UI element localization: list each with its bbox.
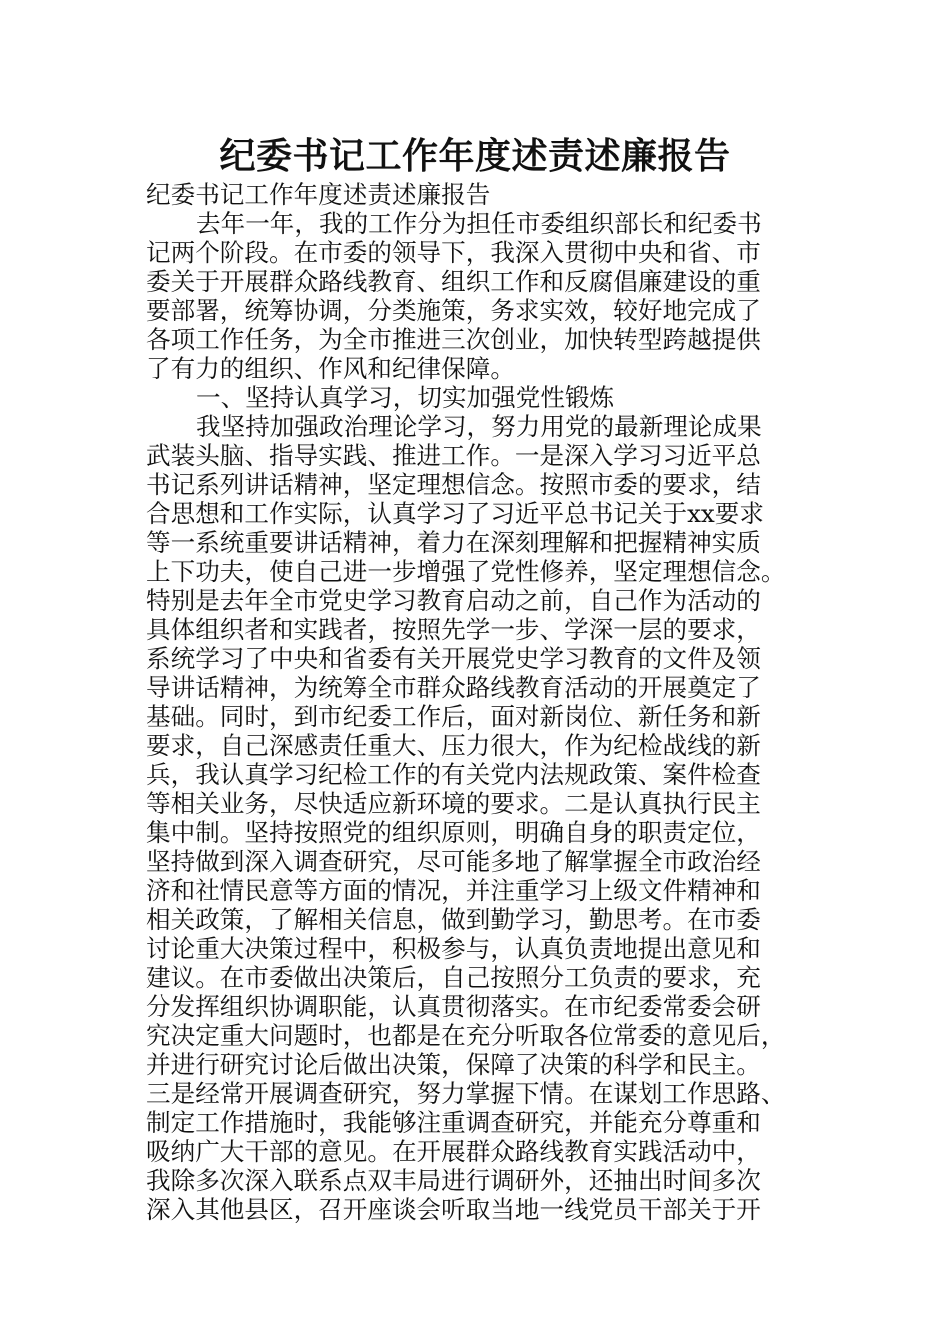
text-line: 坚持做到深入调查研究，尽可能多地了解掌握全市政治经 — [146, 847, 761, 876]
text-line: 纪委书记工作年度述责述廉报告 — [146, 180, 491, 209]
document-title: 纪委书记工作年度述责述廉报告 — [219, 135, 731, 177]
text-line: 委关于开展群众路线教育、组织工作和反腐倡廉建设的重 — [146, 267, 761, 296]
text-line: 三是经常开展调查研究，努力掌握下情。在谋划工作思路、 — [146, 1079, 786, 1108]
text-line: 书记系列讲话精神，坚定理想信念。按照市委的要求，结 — [146, 470, 761, 499]
text-line: 特别是去年全市党史学习教育启动之前，自己作为活动的 — [146, 586, 761, 615]
text-line: 上下功夫，使自己进一步增强了党性修养，坚定理想信念。 — [146, 557, 786, 586]
text-line: 各项工作任务，为全市推进三次创业，加快转型跨越提供 — [146, 325, 761, 354]
text-line: 基础。同时，到市纪委工作后，面对新岗位、新任务和新 — [146, 702, 761, 731]
text-line: 合思想和工作实际，认真学习了习近平总书记关于xx要求 — [146, 499, 764, 528]
text-line: 具体组织者和实践者，按照先学一步、学深一层的要求， — [146, 615, 761, 644]
text-line: 系统学习了中央和省委有关开展党史学习教育的文件及领 — [146, 644, 761, 673]
text-line: 导讲话精神，为统筹全市群众路线教育活动的开展奠定了 — [146, 673, 761, 702]
text-line: 等一系统重要讲话精神，着力在深刻理解和把握精神实质 — [146, 528, 761, 557]
text-line: 了有力的组织、作风和纪律保障。 — [146, 354, 515, 383]
text-line: 建议。在市委做出决策后，自己按照分工负责的要求，充 — [146, 963, 761, 992]
text-line: 一、坚持认真学习，切实加强党性锻炼 — [196, 383, 615, 412]
text-line: 去年一年，我的工作分为担任市委组织部长和纪委书 — [196, 209, 762, 238]
text-line: 究决定重大问题时，也都是在充分听取各位常委的意见后， — [146, 1021, 786, 1050]
text-line: 济和社情民意等方面的情况，并注重学习上级文件精神和 — [146, 876, 761, 905]
text-line: 吸纳广大干部的意见。在开展群众路线教育实践活动中， — [146, 1137, 761, 1166]
text-line: 要部署，统筹协调，分类施策，务求实效，较好地完成了 — [146, 296, 761, 325]
text-line: 我除多次深入联系点双丰局进行调研外，还抽出时间多次 — [146, 1166, 761, 1195]
text-line: 并进行研究讨论后做出决策，保障了决策的科学和民主。 — [146, 1050, 761, 1079]
text-line: 相关政策，了解相关信息，做到勤学习，勤思考。在市委 — [146, 905, 761, 934]
text-line: 我坚持加强政治理论学习，努力用党的最新理论成果 — [196, 412, 762, 441]
text-line: 记两个阶段。在市委的领导下，我深入贯彻中央和省、市 — [146, 238, 761, 267]
text-line: 分发挥组织协调职能，认真贯彻落实。在市纪委常委会研 — [146, 992, 761, 1021]
text-line: 制定工作措施时，我能够注重调查研究，并能充分尊重和 — [146, 1108, 761, 1137]
text-line: 等相关业务，尽快适应新环境的要求。二是认真执行民主 — [146, 789, 761, 818]
text-line: 讨论重大决策过程中，积极参与，认真负责地提出意见和 — [146, 934, 761, 963]
text-line: 要求，自己深感责任重大、压力很大，作为纪检战线的新 — [146, 731, 761, 760]
text-line: 兵，我认真学习纪检工作的有关党内法规政策、案件检查 — [146, 760, 761, 789]
text-line: 集中制。坚持按照党的组织原则，明确自身的职责定位， — [146, 818, 761, 847]
text-line: 武装头脑、指导实践、推进工作。一是深入学习习近平总 — [146, 441, 761, 470]
document-body — [146, 180, 806, 1224]
text-line: 深入其他县区，召开座谈会听取当地一线党员干部关于开 — [146, 1195, 761, 1224]
